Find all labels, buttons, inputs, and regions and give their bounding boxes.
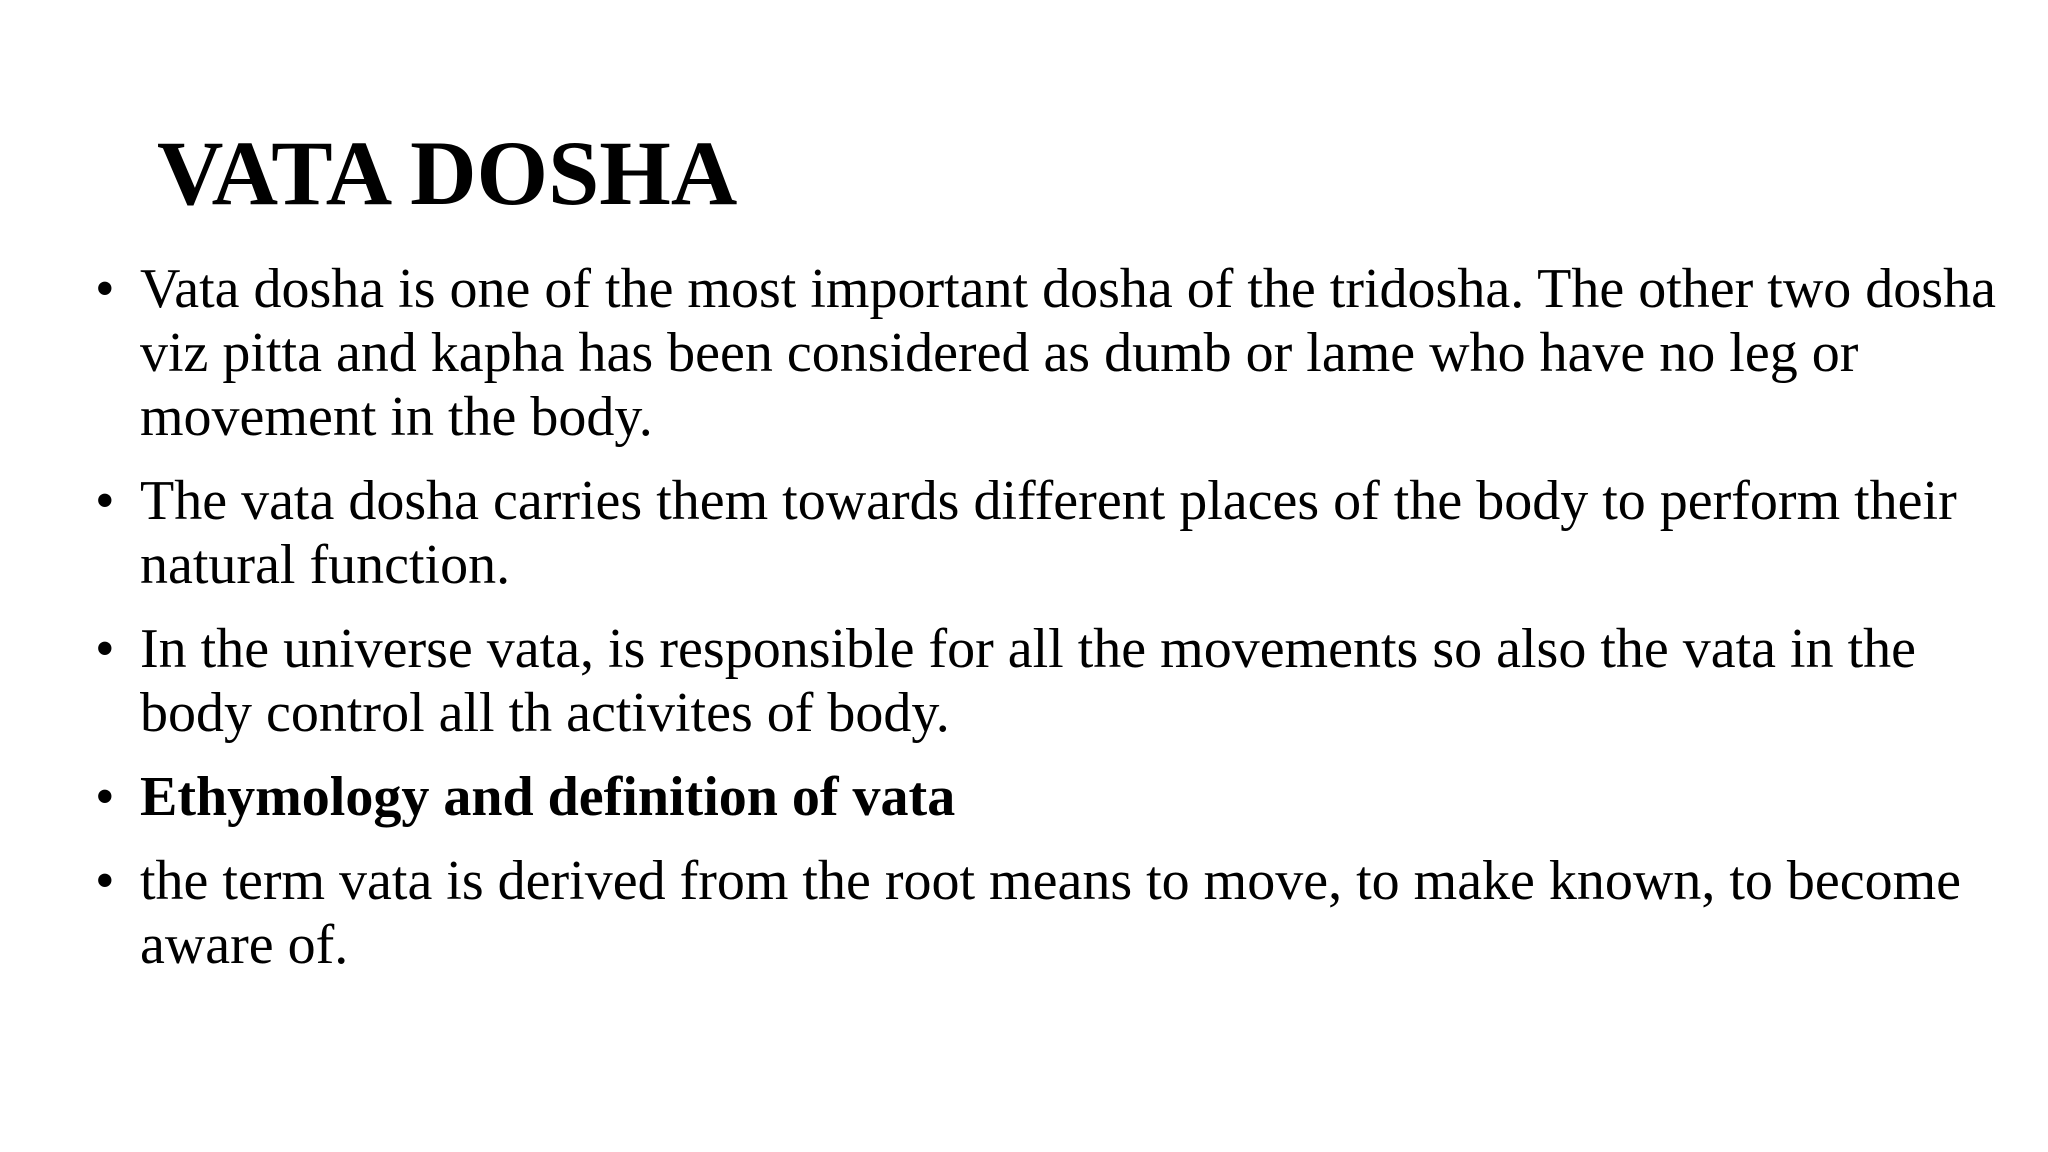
bullet-marker: •: [95, 258, 115, 320]
bullet-text: In the universe vata, is responsible for all the movements so also the vata in the body control all th activites of body.: [140, 618, 1916, 744]
bullet-item: [95, 469, 2025, 597]
bullet-marker: •: [95, 470, 115, 532]
bullet-item: [95, 617, 2025, 745]
bullet-text-heading: Ethymology and definition of vata: [140, 766, 956, 828]
slide-title: VATA DOSHA: [157, 122, 738, 224]
bullet-list: [95, 257, 2025, 997]
bullet-item: [95, 765, 2025, 829]
bullet-marker: •: [95, 850, 115, 912]
bullet-item: [95, 257, 2025, 449]
bullet-text: The vata dosha carries them towards different places of the body to perform their natural function.: [140, 470, 1957, 596]
bullet-text: the term vata is derived from the root means to move, to make known, to become aware of.: [140, 850, 1962, 976]
bullet-text: Vata dosha is one of the most important dosha of the tridosha. The other two dosha viz pitta and kapha has been considered as dumb or lame who have no leg or movement in the body.: [140, 258, 1996, 448]
bullet-item: [95, 849, 2025, 977]
bullet-marker: •: [95, 766, 115, 828]
bullet-marker: •: [95, 618, 115, 680]
